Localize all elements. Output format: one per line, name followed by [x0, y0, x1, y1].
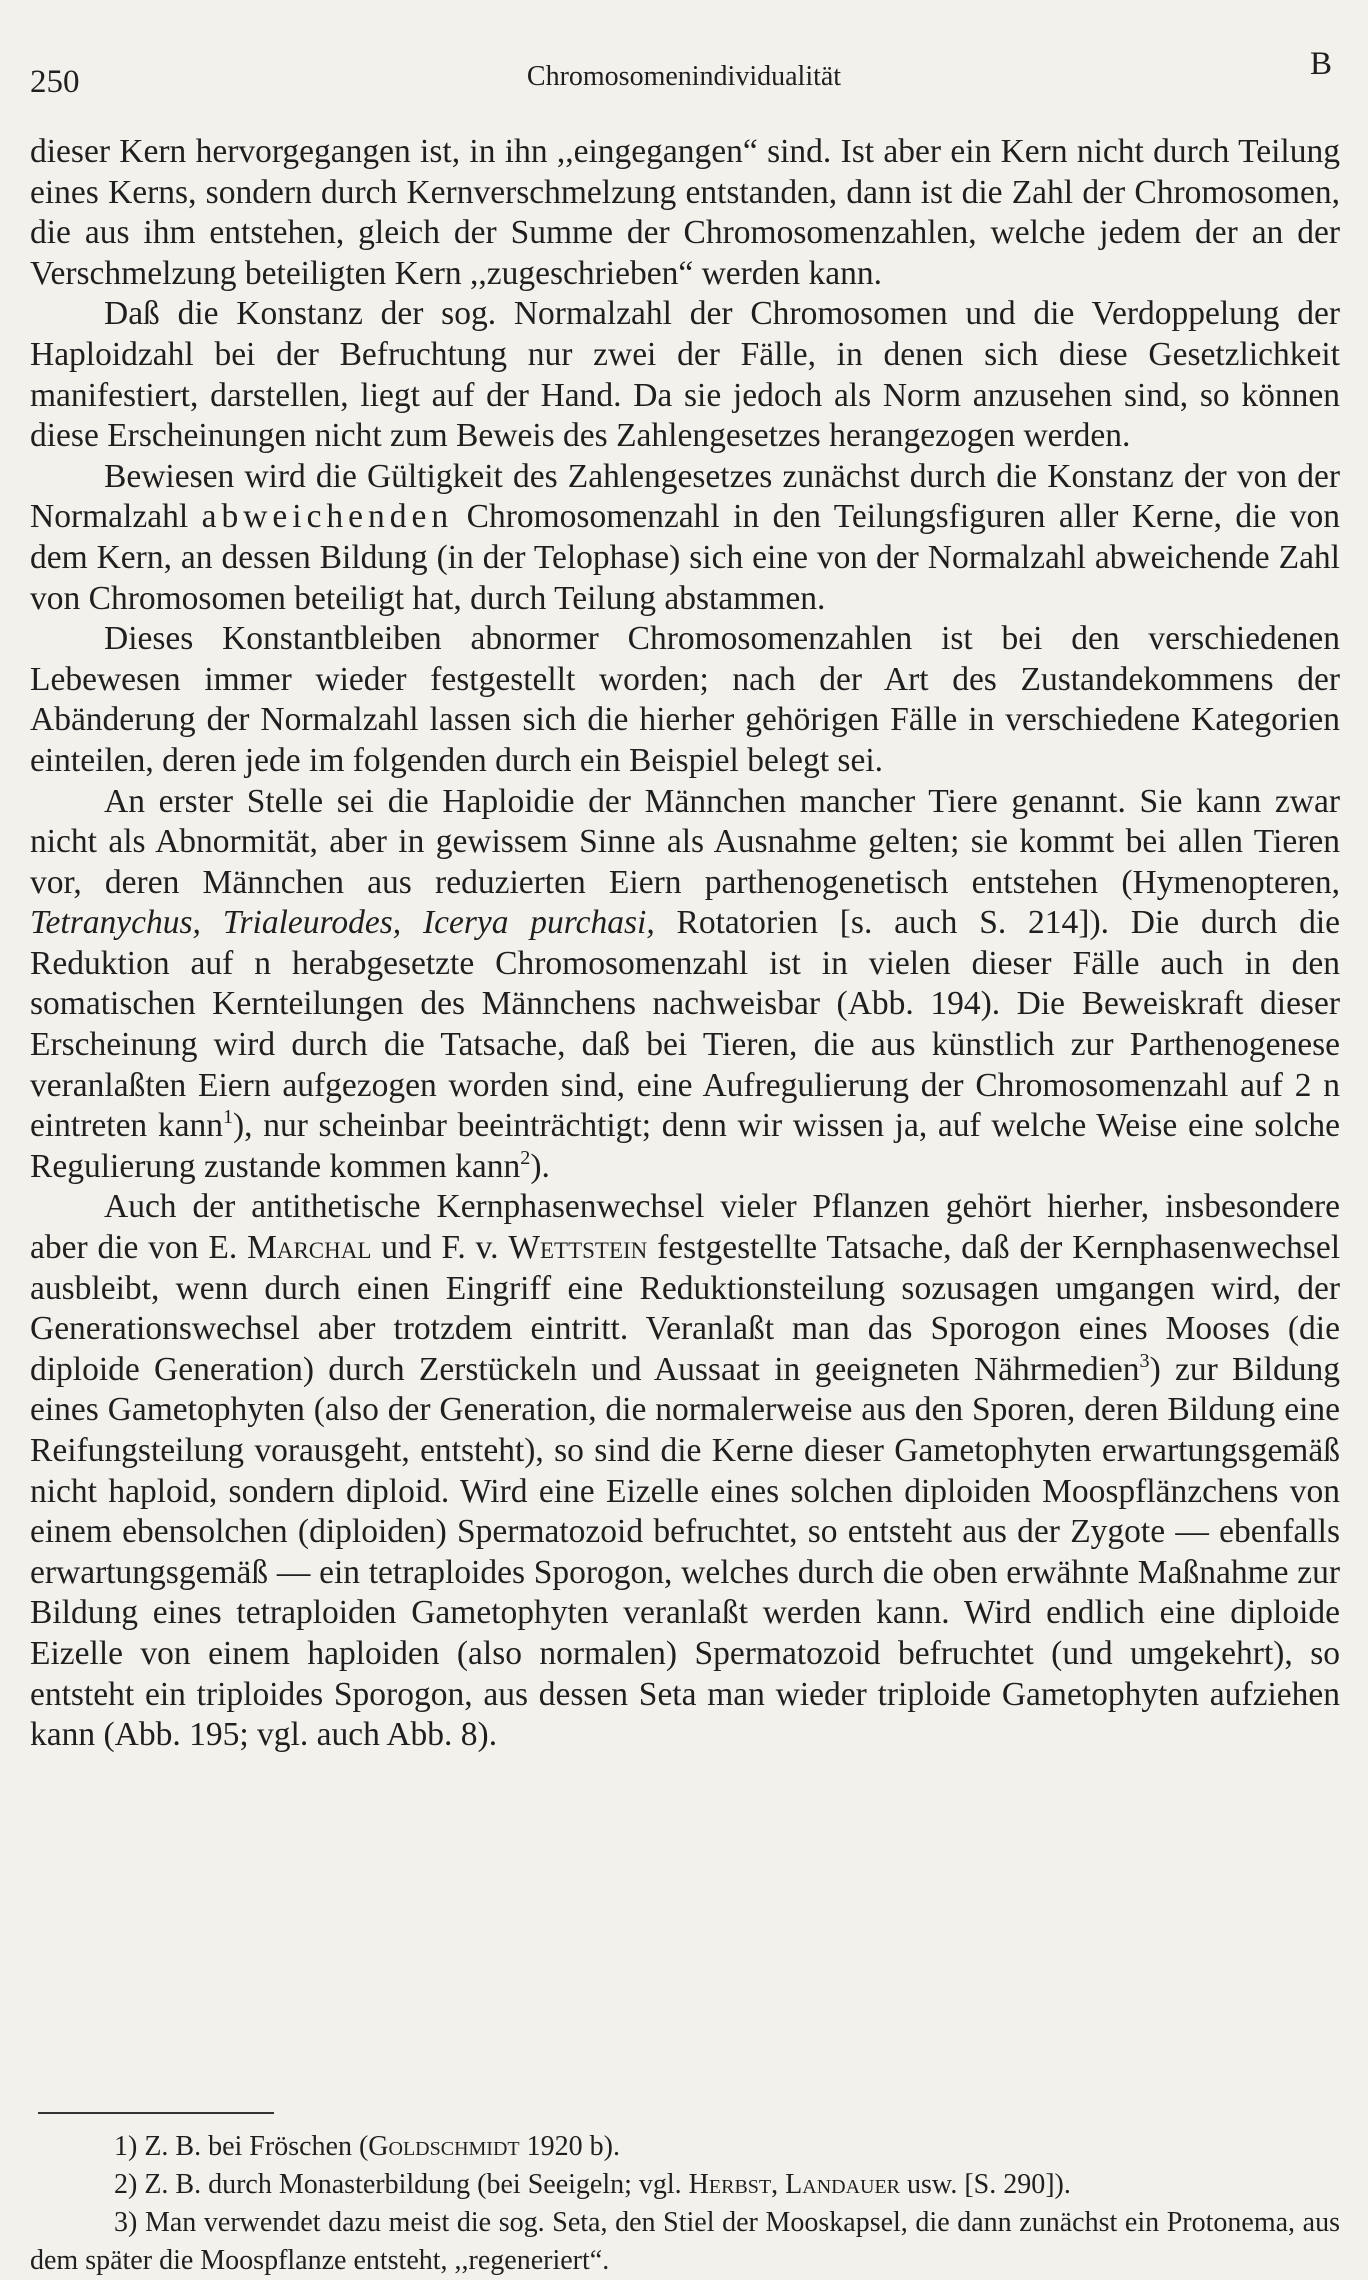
author-name: Goldschmidt — [368, 2131, 520, 2162]
paragraph-2 — [30, 294, 1340, 456]
paragraph-3 — [30, 457, 1340, 619]
footnote-text: 2) Z. B. durch Monasterbildung (bei Seeigeln; vgl. — [114, 2169, 682, 2200]
paragraph-text: Rotatorien [s. auch S. 214]). Die durch die Reduktion auf n herabgesetzte Chromosomenzahl ist in vielen dieser Fälle auch in den somatischen Kernteilungen des Männchens nachweisbar (Abb. 194). Die Beweiskraft dieser Erscheinung wird durch die Tatsache, daß bei Tieren, die aus künstlich zur Parthenogenese veranlaßten Eiern aufgezogen worden sind, eine Aufregulierung der Chromosomenzahl auf 2 n eintreten kann — [30, 904, 1341, 1145]
footnote-ref-1[interactable]: 1 — [222, 1106, 234, 1129]
paragraph-text: An erster Stelle sei die Haploidie der Männchen mancher Tiere genannt. Sie kann zwar nicht als Abnormität, aber in gewissem Sinne als Ausnahme gelten; sie kommt bei allen Tieren vor, deren Männchen aus reduzierten Eiern parthenogenetisch entstehen (Hymenopteren, — [30, 782, 1340, 901]
running-title: Chromosomenindividualität — [526, 61, 842, 92]
paragraph-text: festgestellte Tatsache, daß der Kernphasenwechsel ausbleibt, wenn durch einen Eingriff eine Reduktionsteilung sozusagen umgangen wird, der Generationswechsel aber trotzdem eintritt. Veranlaßt man das Sporogon eines Mooses (die diploide Generation) durch Zerstückeln und Aussaat in geeigneten Nährmedien — [30, 1229, 1341, 1388]
paragraph-text: Dieses Konstantbleiben abnormer Chromosomenzahlen ist bei den verschiedenen Lebewesen immer wieder festgestellt worden; nach der Art des Zustandekommens der Abänderung der Normalzahl lassen sich die hierher gehörigen Fälle in verschiedene Kategorien einteilen, deren jede im folgenden durch ein Beispiel belegt sei. — [30, 620, 1340, 779]
paragraph-text: Daß die Konstanz der sog. Normalzahl der Chromosomen und die Verdoppelung der Haploidzahl bei der Befruchtung nur zwei der Fälle, in denen sich diese Gesetzlichkeit manifestiert, darstellen, liegt auf der Hand. Da sie jedoch als Norm anzusehen sind, so können diese Erscheinungen nicht zum Beweis des Zahlengesetzes herangezogen werden. — [30, 295, 1340, 455]
paragraph-text: Bewiesen wird die Gültigkeit des Zahlengesetzes zunächst durch die Konstanz der von der Normalzahl — [30, 457, 1340, 536]
signature-mark: B — [1309, 46, 1332, 82]
author-name: Herbst — [688, 2169, 772, 2200]
paragraph-text: ), nur scheinbar beeinträchtigt; denn wir wissen ja, auf welche Weise eine solche Regulierung zustande kommen kann — [30, 1107, 1340, 1185]
footnotes — [30, 2128, 1340, 2280]
footnote-ref-2[interactable]: 2 — [520, 1146, 531, 1169]
footnote-1 — [30, 2128, 1340, 2166]
paragraph-text: ) zur Bildung eines Gametophyten (also der Generation, die normalerweise aus den Sporen, deren Bildung eine Reifungsteilung vorausgeht, entsteht), so sind die Kerne dieser Gametophyten erwartungsgemäß nicht haploid, sondern diploid. Wird eine Eizelle eines solchen diploiden Moospflänzchens von einem ebensolchen (diploiden) Spermatozoid befruchtet, so entsteht aus der Zygote — ebenfalls erwartungsgemäß — ein tetraploides Sporogon, welches durch die oben erwähnte Maßnahme zur Bildung eines tetraploiden Gametophyten veranlaßt werden kann. Wird endlich eine diploide Eizelle von einem haploiden (also normalen) Spermatozoid befruchtet (und umgekehrt), so entsteht ein triploides Sporogon, aus dessen Seta man wieder triploide Gametophyten aufziehen kann (Abb. 195; vgl. auch Abb. 8). — [30, 1350, 1340, 1754]
author-name: Wettstein — [508, 1229, 648, 1267]
paragraph-4 — [30, 619, 1340, 781]
footnote-divider — [38, 2112, 274, 2114]
paragraph-6 — [30, 1187, 1340, 1755]
paragraph-text: und F. v. — [381, 1229, 499, 1267]
author-name: Landauer — [785, 2169, 901, 2200]
footnote-text: 1920 b). — [526, 2131, 620, 2162]
paragraph-text: Auch der antithetische Kernphasenwechsel vieler Pflanzen gehört hierher, insbesondere aber die von E. — [30, 1188, 1340, 1267]
footnote-ref-3[interactable]: 3 — [1139, 1349, 1150, 1372]
paragraph-5 — [30, 782, 1340, 1188]
paragraph-text: Chromosomenzahl in den Teilungsfiguren aller Kerne, die von dem Kern, an dessen Bildung (in der Telophase) sich eine von der Normalzahl abweichende Zahl von Chromosomen beteiligt hat, durch Teilung abstammen. — [30, 498, 1341, 617]
paragraph-1 — [30, 132, 1340, 294]
footnote-text: usw. [S. 290]). — [907, 2169, 1071, 2200]
emphasized-word: abweichenden — [201, 498, 454, 536]
paragraph-text: dieser Kern hervorgegangen ist, in ihn ,,eingegangen“ sind. Ist aber ein Kern nicht durch Teilung eines Kerns, sondern durch Kernverschmelzung entstanden, dann ist die Zahl der Chromosomen, die aus ihm entstehen, gleich der Summe der Chromosomenzahlen, welche jedem der an der Verschmelzung beteiligten Kern ,,zugeschrieben“ werden kann. — [30, 133, 1340, 292]
species-names: Tetranychus, Trialeurodes, Icerya purchasi, — [30, 904, 655, 942]
paragraph-text: ). — [530, 1147, 550, 1185]
page-number: 250 — [30, 64, 80, 100]
body-text — [30, 132, 1340, 1756]
footnote-text: 1) Z. B. bei Fröschen ( — [114, 2131, 369, 2162]
footnote-3 — [30, 2204, 1340, 2280]
footnote-text: , — [771, 2169, 779, 2200]
author-name: Marchal — [247, 1229, 372, 1267]
page-header — [30, 46, 1338, 106]
footnote-text: 3) Man verwendet dazu meist die sog. Seta, den Stiel der Mooskapsel, die dann zunächst ein Protonema, aus dem später die Moospflanze entsteht, ,,regeneriert“. — [30, 2207, 1340, 2276]
footnote-2 — [30, 2166, 1340, 2204]
